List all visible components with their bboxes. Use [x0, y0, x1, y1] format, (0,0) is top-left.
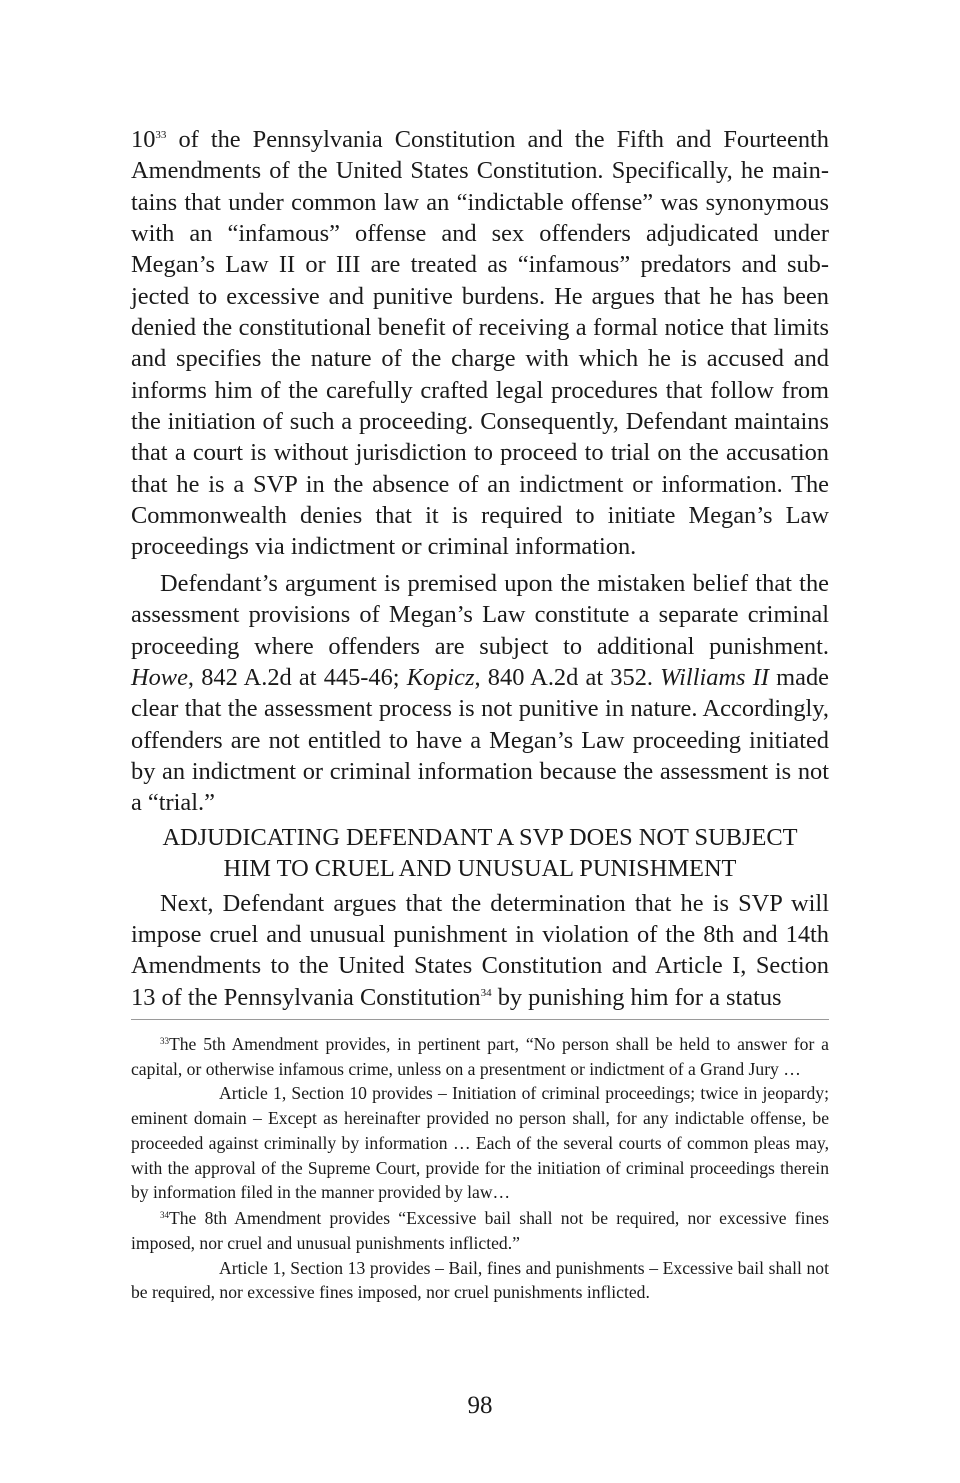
footnote-text: The 5th Amendment provides, in pertinent part, “No person shall be held to answer for a capital, or otherwise infamous crime, unless on a presentment or indictment of a Grand Jury …: [131, 1033, 829, 1079]
footnote-marker-33: 33: [160, 1035, 169, 1046]
footnotes: [131, 1032, 829, 1305]
footnote-34-continuation: Article 1, Section 13 provides – Bail, fines and punishments – Excessive bail shall not be required, nor excessive fines imposed, nor cruel punishments inflicted.: [131, 1257, 829, 1303]
page-number: 98: [467, 1392, 493, 1419]
footnote-text: The 8th Amendment provides “Excessive bail shall not be required, nor excessive fines imposed, nor cruel and unusual punishments inflicted.”: [131, 1208, 829, 1253]
paragraph-3: [131, 888, 829, 1013]
paragraph-text: Next, Defendant argues that the determination that he is SVP will impose cruel and unusual punishment in violation of the 8th and 14th Amendments to the United States Constitution and Article I, Section 13 of the Pennsylvania Constitution: [131, 889, 829, 1011]
paragraph-text: , 840 A.2d at 352.: [474, 663, 661, 691]
footnote-ref-34[interactable]: 34: [480, 986, 492, 999]
section-heading: [131, 822, 829, 885]
paragraph-text: , 842 A.2d at 445-46;: [187, 663, 407, 691]
paragraph-lead: 10: [131, 126, 156, 153]
section-heading-line-2: HIM TO CRUEL AND UNUSUAL PUNISHMENT: [223, 855, 737, 883]
page-content: [131, 124, 829, 1305]
footnote-34: [131, 1206, 829, 1256]
footnote-marker-34: 34: [160, 1210, 169, 1221]
paragraph-text: by punishing him for a status: [491, 983, 782, 1011]
paragraph-text: Defendant’s argument is premised upon the mistaken belief that the assessment provisions of Megan’s Law constitute a separate criminal proceeding where offenders are subject to additional punishment.: [131, 569, 829, 660]
paragraph-1: [131, 124, 829, 563]
footnote-33: [131, 1032, 829, 1082]
footnote-divider: [131, 1019, 829, 1020]
paragraph-text: of the Pennsylvania Constitution and the Fifth and Fourteenth Amendments of the United States Constitution. Specifically, he maintains that under common law an “indictable offense” was synonymous with an “infamous” offense and sex offenders adjudicated under Megan’s Law II or III are treated as “infamous” predators and subjected to excessive and punitive burdens. He argues that he has been denied the constitutional benefit of receiving a formal notice that limits and specifies the nature of the charge with which he is accused and informs him of the carefully crafted legal procedures that follow from the initiation of such a proceeding. Consequently, Defendant maintains that a court is without jurisdiction to proceed to trial on the accusation that he is a SVP in the absence of an indictment or information. The Commonwealth denies that it is required to initiate Megan’s Law proceedings via indictment or criminal information.: [131, 126, 829, 561]
paragraph-2: [131, 568, 829, 819]
footnote-33-continuation: Article 1, Section 10 provides – Initiation of criminal proceedings; twice in jeopardy; eminent domain – Except as hereinafter provided no person shall, for any indictable offense, be proceeded against criminally by information … Each of the several courts of common pleas may, with the approval of the Supreme Court, provide for the initiation of criminal proceedings therein by information filed in the manner provided by law…: [131, 1083, 829, 1203]
section-heading-line-1: ADJUDICATING DEFENDANT A SVP DOES NOT SUBJECT: [162, 823, 798, 851]
case-citation-kopicz: Kopicz: [406, 663, 475, 691]
paragraph-text: made clear that the assessment process is not punitive in nature. Accordingly, offenders are not entitled to have a Megan’s Law proceeding initiated by an indictment or criminal information because the assessment is not a “trial.”: [131, 663, 829, 817]
case-citation-howe: Howe: [131, 663, 188, 691]
footnote-ref-33[interactable]: 33: [155, 129, 167, 141]
case-citation-williams-ii: Williams II: [660, 663, 769, 691]
